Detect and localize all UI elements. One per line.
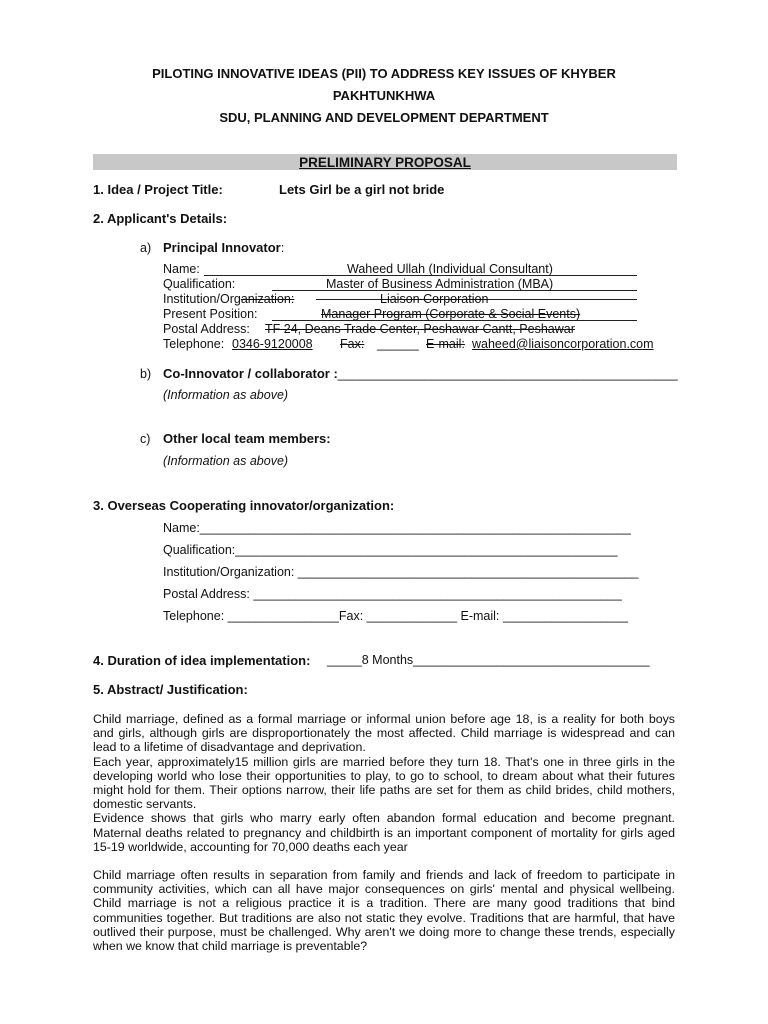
co-innovator-note: (Information as above): [163, 388, 289, 402]
pi-qualification-label: Qualification:: [163, 277, 236, 291]
pi-fax-value: ______: [377, 337, 419, 351]
co-innovator-label: Co-Innovator / collaborator :: [163, 366, 338, 381]
overseas-telephone-line: Telephone: ________________Fax: _____________ E-mail: __________________: [163, 609, 628, 623]
pi-address-value: TF 24, Deans Trade Center, Peshawar Cantt, Peshawar: [265, 322, 575, 336]
overseas-institution-line: Institution/Organization: _________________________________________________: [163, 565, 639, 579]
project-title-value: Lets Girl be a girl not bride: [279, 182, 445, 197]
pi-name-value: Waheed Ullah (Individual Consultant): [347, 262, 553, 276]
section-2-label: 2. Applicant's Details:: [93, 211, 228, 226]
overseas-qualification-line: Qualification:_______________________________________________________: [163, 543, 618, 557]
overseas-name-line: Name:______________________________________________________________: [163, 521, 631, 535]
section-5-label: 5. Abstract/ Justification:: [93, 682, 248, 697]
pi-qualification-value: Master of Business Administration (MBA): [326, 277, 554, 291]
pi-telephone-label: Telephone:: [163, 337, 225, 351]
pi-email-value[interactable]: waheed@liaisoncorporation: [472, 337, 627, 351]
abstract-paragraph-4: Child marriage often results in separation from family and friends and lack of freedom to participate in community activities, which can all have major consequences on girls' mental and physical wellbeing. Child marriage is not a religious practice it is a tradition. There are many good traditions that bind communities together. But traditions are also not static they evolve. Traditions that are harmful, that have outlived their purpose, must be challenged. Why aren't we doing more to change these trends, especially when we know that child marriage is preventable?: [93, 868, 675, 954]
overseas-address-line: Postal Address: _____________________________________________________: [163, 587, 622, 601]
preliminary-proposal-banner: [93, 154, 677, 170]
abstract-paragraph-1: Child marriage, defined as a formal marriage or informal union before age 18, is a reality for both boys and girls, although girls are disproportionately the most affected. Child marriage is widespread and can lead to a lifetime of disadvantage and deprivation.: [93, 712, 675, 755]
co-innovator-number: b): [140, 367, 152, 381]
header-line-1: PILOTING INNOVATIVE IDEAS (PII) TO ADDRESS KEY ISSUES OF KHYBER: [152, 66, 616, 81]
section-4-label: 4. Duration of idea implementation:: [93, 653, 311, 668]
abstract-body: [93, 712, 675, 953]
abstract-paragraph-2: Each year, approximately15 million girls are married before they turn 18. That's one in three girls in the developing world who lose their opportunities to play, to go to school, to dream about what their futures might hold for them. Their options narrow, their life paths are set for them as child brides, child mothers, domestic servants.: [93, 754, 675, 812]
principal-innovator-number: a): [140, 241, 152, 255]
pi-institution-label-b: anization:: [240, 292, 295, 306]
pi-institution-label: [163, 292, 294, 306]
pi-institution-label-a: Institution/Org: [163, 292, 241, 306]
principal-innovator-colon: :: [280, 240, 285, 255]
section-1-label: 1. Idea / Project Title:: [93, 182, 223, 197]
header-line-2: PAKHTUNKHWA: [332, 88, 436, 103]
pi-email-tail: .com: [626, 337, 654, 351]
principal-innovator-heading: [163, 240, 284, 255]
pi-fax-label: Fax:: [340, 337, 365, 351]
principal-innovator-label: Principal Innovator: [163, 240, 281, 255]
co-innovator-heading: [163, 366, 678, 381]
pi-institution-value: Liaison Corporation: [380, 292, 489, 306]
other-members-note: (Information as above): [163, 454, 289, 468]
pi-position-label: Present Position:: [163, 307, 258, 321]
co-innovator-blank: _______________________________________________: [337, 366, 678, 381]
other-members-label: Other local team members:: [163, 431, 331, 446]
section-3-label: 3. Overseas Cooperating innovator/organization:: [93, 498, 395, 513]
pi-email-field: [472, 337, 654, 351]
duration-value: _____8 Months__________________________________: [327, 653, 650, 667]
pi-address-label: Postal Address:: [163, 322, 250, 336]
banner-title: PRELIMINARY PROPOSAL: [299, 155, 471, 170]
header-line-3: SDU, PLANNING AND DEVELOPMENT DEPARTMENT: [219, 110, 549, 125]
pi-email-label: E-mail:: [426, 337, 465, 351]
other-members-number: c): [140, 432, 151, 446]
pi-telephone-value: 0346-9120008: [232, 337, 313, 351]
abstract-paragraph-3: Evidence shows that girls who marry early often abandon formal education and become pregnant. Maternal deaths related to pregnancy and childbirth is an important component of mortality for girls aged 15-19 worldwide, accounting for 70,000 deaths each year: [93, 811, 675, 854]
pi-position-value: Manager Program (Corporate & Social Events): [321, 307, 581, 321]
pi-name-label: Name:: [163, 262, 200, 276]
